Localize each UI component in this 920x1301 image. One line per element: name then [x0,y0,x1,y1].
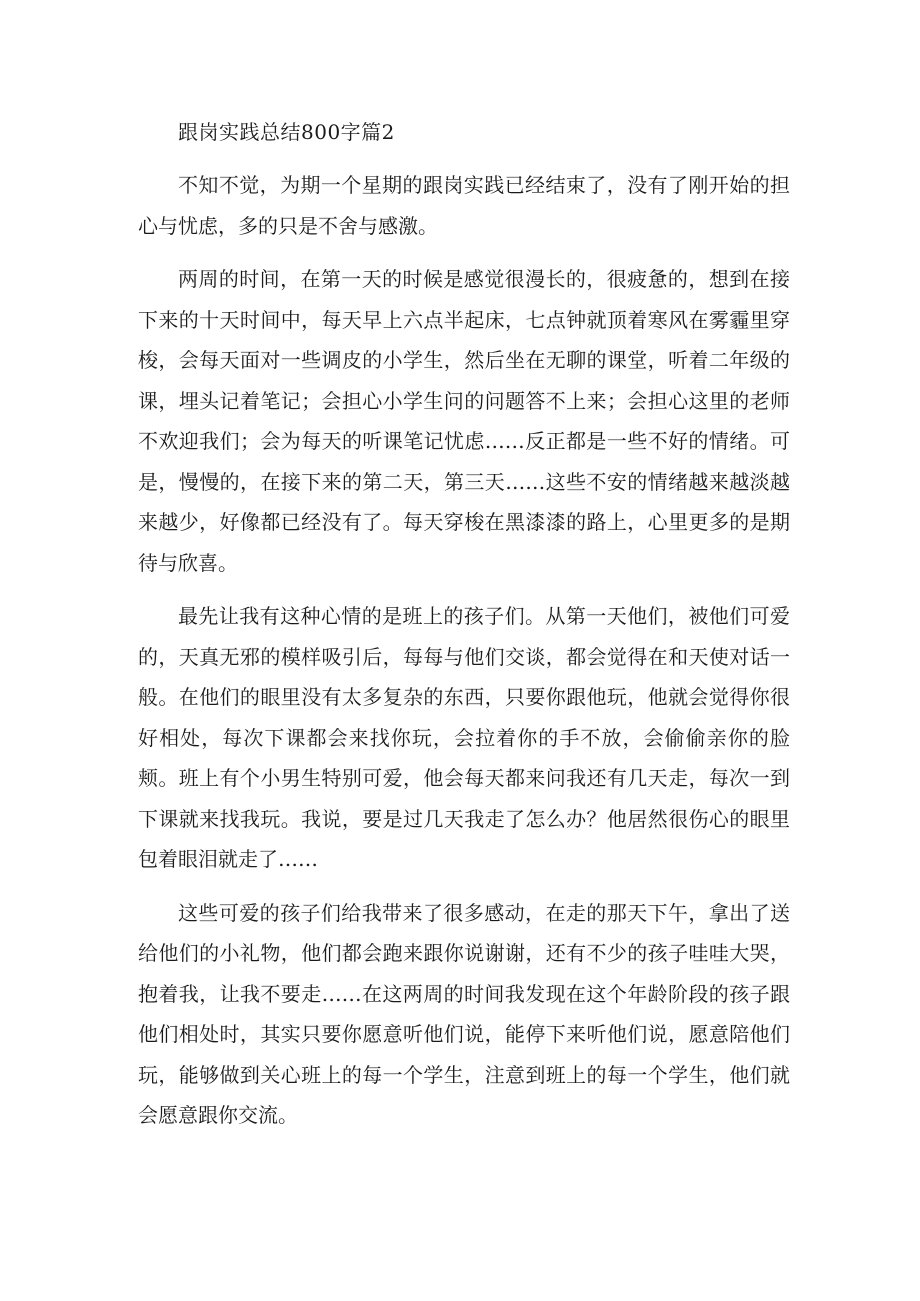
paragraph-1: 不知不觉，为期一个星期的跟岗实践已经结束了，没有了刚开始的担心与忧虑，多的只是不舍与感激。 [138,173,790,238]
paragraph-2: 两周的时间，在第一天的时候是感觉很漫长的，很疲惫的，想到在接下来的十天时间中，每天早上六点半起床，七点钟就顶着寒风在雾霾里穿梭，会每天面对一些调皮的小学生，然后坐在无聊的课堂，听着二年级的课，埋头记着笔记；会担心小学生问的问题答不上来；会担心这里的老师不欢迎我们；会为每天的听课笔记忧虑……反正都是一些不好的情绪。可是，慢慢的，在接下来的第二天，第三天……这些不安的情绪越来越淡越来越少，好像都已经没有了。每天穿梭在黑漆漆的路上，心里更多的是期待与欣喜。 [138,267,790,575]
document-body [138,112,790,1136]
paragraph-4: 这些可爱的孩子们给我带来了很多感动，在走的那天下午，拿出了送给他们的小礼物，他们都会跑来跟你说谢谢，还有不少的孩子哇哇大哭，抱着我，让我不要走……在这两周的时间我发现在这个年龄阶段的孩子跟他们相处时，其实只要你愿意听他们说，能停下来听他们说，愿意陪他们玩，能够做到关心班上的每一个学生，注意到班上的每一个学生，他们就会愿意跟你交流。 [138,900,790,1127]
paragraph-3: 最先让我有这种心情的是班上的孩子们。从第一天他们，被他们可爱的，天真无邪的模样吸引后，每每与他们交谈，都会觉得在和天使对话一般。在他们的眼里没有太多复杂的东西，只要你跟他玩，他就会觉得你很好相处，每次下课都会来找你玩，会拉着你的手不放，会偷偷亲你的脸颊。班上有个小男生特别可爱，他会每天都来问我还有几天走，每次一到下课就来找我玩。我说，要是过几天我走了怎么办？他居然很伤心的眼里包着眼泪就走了…… [138,604,790,871]
document-title: 跟岗实践总结800字篇2 [178,120,395,144]
